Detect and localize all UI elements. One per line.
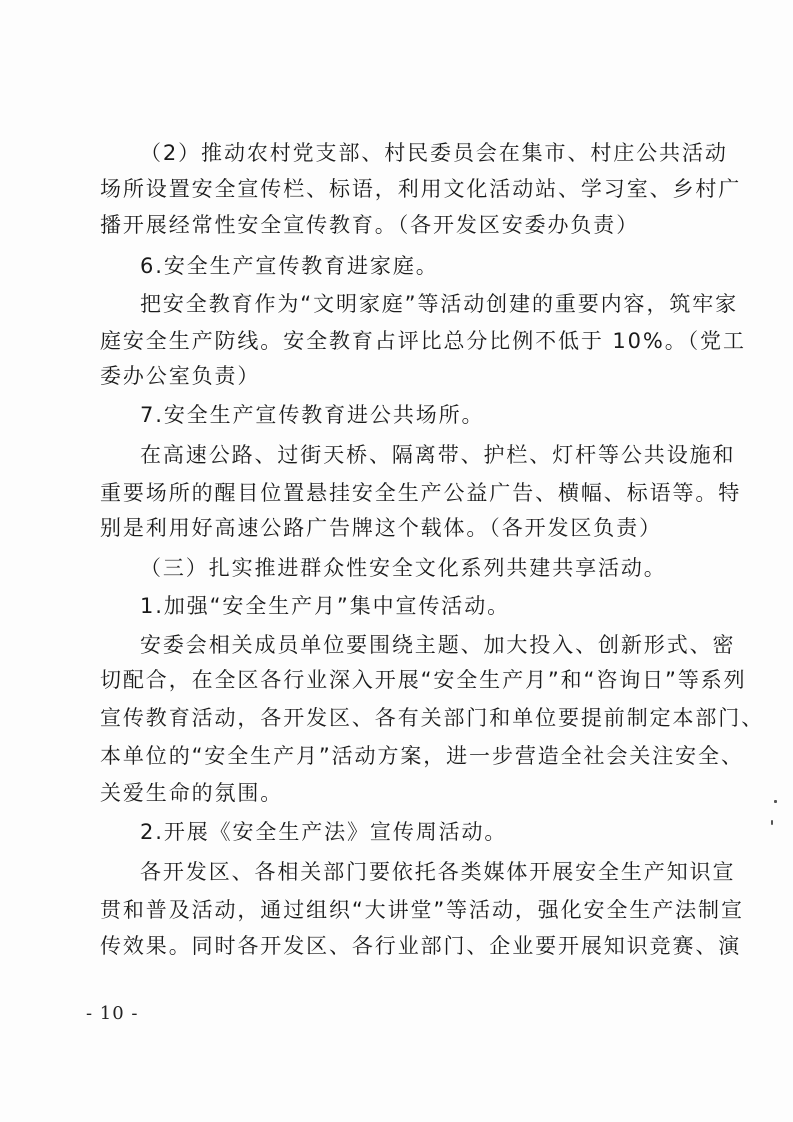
- paragraph-line: 在高速公路、过街天桥、隔离带、护栏、灯杆等公共设施和: [140, 443, 736, 467]
- section-heading: 7.安全生产宣传教育进公共场所。: [140, 403, 485, 427]
- scan-speck: [774, 800, 777, 803]
- paragraph-line: 关爱生命的氛围。: [100, 781, 284, 805]
- paragraph-line: 贯和普及活动，通过组织“大讲堂”等活动，强化安全生产法制宣: [100, 898, 744, 922]
- section-heading: 6.安全生产宣传教育进家庭。: [140, 254, 439, 278]
- paragraph-line: 别是利用好高速公路广告牌这个载体。（各开发区负责）: [100, 516, 662, 540]
- paragraph-line: （2）推动农村党支部、村民委员会在集市、村庄公共活动: [140, 141, 728, 165]
- scan-speck: [771, 820, 773, 825]
- paragraph-line: 播开展经常性安全宣传教育。（各开发区安委办负责）: [100, 213, 640, 237]
- paragraph-line: 切配合，在全区各行业深入开展“安全生产月”和“咨询日”等系列: [100, 668, 747, 692]
- section-heading: 1.加强“安全生产月”集中宣传活动。: [140, 594, 510, 618]
- section-heading: （三）扎实推进群众性安全文化系列共建共享活动。: [140, 556, 667, 580]
- paragraph-line: 场所设置安全宣传栏、标语，利用文化活动站、学习室、乡村广: [100, 177, 742, 201]
- paragraph-line: 传效果。同时各开发区、各行业部门、企业要开展知识竞赛、演: [100, 934, 742, 958]
- paragraph-line: 庭安全生产防线。安全教育占评比总分比例不低于 10%。（党工: [100, 329, 746, 353]
- paragraph-line: 委办公室负责）: [100, 364, 261, 388]
- page-number: - 10 -: [86, 1003, 139, 1024]
- paragraph-line: 重要场所的醒目位置悬挂安全生产公益广告、横幅、标语等。特: [100, 481, 742, 505]
- paragraph-line: 本单位的“安全生产月”活动方案，进一步营造全社会关注安全、: [100, 744, 744, 768]
- paragraph-line: 宣传教育活动，各开发区、各有关部门和单位要提前制定本部门、: [100, 706, 765, 730]
- paragraph-line: 安委会相关成员单位要围绕主题、加大投入、创新形式、密: [140, 633, 736, 657]
- paragraph-line: 各开发区、各相关部门要依托各类媒体开展安全生产知识宣: [140, 860, 736, 884]
- paragraph-line: 把安全教育作为“文明家庭”等活动创建的重要内容，筑牢家: [140, 292, 739, 316]
- section-heading: 2.开展《安全生产法》宣传周活动。: [140, 820, 508, 844]
